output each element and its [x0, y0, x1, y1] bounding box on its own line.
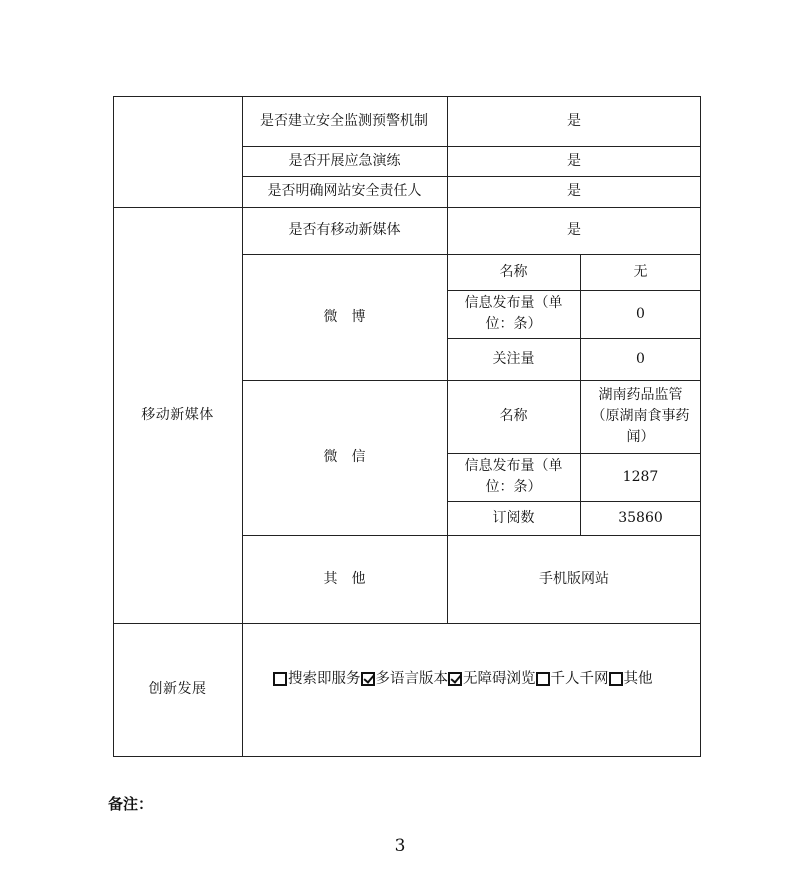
page-number: 3	[394, 836, 406, 856]
innovation-label: 创新发展	[148, 681, 207, 697]
wechat-subs-value: 35860	[618, 509, 663, 526]
weibo-posts-value: 0	[636, 305, 645, 322]
other-media-label: 其 他	[323, 570, 366, 587]
option-checkbox[interactable]	[361, 672, 375, 686]
innovation-options	[273, 668, 653, 690]
wechat-name-label: 名称	[499, 408, 528, 424]
emergency-drill-value: 是	[567, 152, 581, 169]
mobile-media-section-label: 移动新媒体	[141, 406, 214, 423]
weibo-follow-label: 关注量	[492, 350, 535, 367]
has-mobile-media-value: 是	[567, 222, 581, 238]
wechat-label: 微 信	[323, 449, 366, 465]
option-checkbox[interactable]	[448, 672, 462, 686]
option-label: 搜索即服务	[288, 671, 361, 687]
wechat-name-value: 湖南药品监管（原湖南食事药闻）	[591, 387, 690, 445]
website-report-table	[113, 96, 701, 757]
emergency-drill-label: 是否开展应急演练	[288, 152, 401, 169]
option-label: 多语言版本	[375, 671, 448, 687]
table-border-bottom	[113, 756, 701, 757]
has-mobile-media-label: 是否有移动新媒体	[288, 222, 401, 238]
warning-mechanism-value: 是	[567, 112, 581, 129]
weibo-label: 微 博	[323, 308, 366, 325]
responsible-person-label: 是否明确网站安全责任人	[267, 183, 422, 199]
option-checkbox[interactable]	[609, 672, 623, 686]
responsible-person-value: 是	[567, 183, 581, 199]
option-label: 其他	[623, 671, 653, 687]
wechat-subs-label: 订阅数	[492, 509, 535, 526]
weibo-follow-value: 0	[636, 350, 645, 367]
option-checkbox[interactable]	[273, 672, 287, 686]
other-media-value: 手机版网站	[539, 570, 609, 587]
remark-label: 备注：	[108, 795, 154, 813]
weibo-posts-label: 信息发布量（单位：条）	[464, 295, 563, 332]
option-label: 无障碍浏览	[463, 671, 536, 687]
weibo-name-value: 无	[633, 263, 648, 280]
wechat-posts-value: 1287	[622, 468, 659, 485]
option-label: 千人千网	[550, 671, 609, 687]
warning-mechanism-label: 是否建立安全监测预警机制	[260, 112, 428, 129]
wechat-posts-label: 信息发布量（单位：条）	[464, 458, 563, 495]
weibo-name-label: 名称	[499, 263, 528, 280]
option-checkbox[interactable]	[536, 672, 550, 686]
